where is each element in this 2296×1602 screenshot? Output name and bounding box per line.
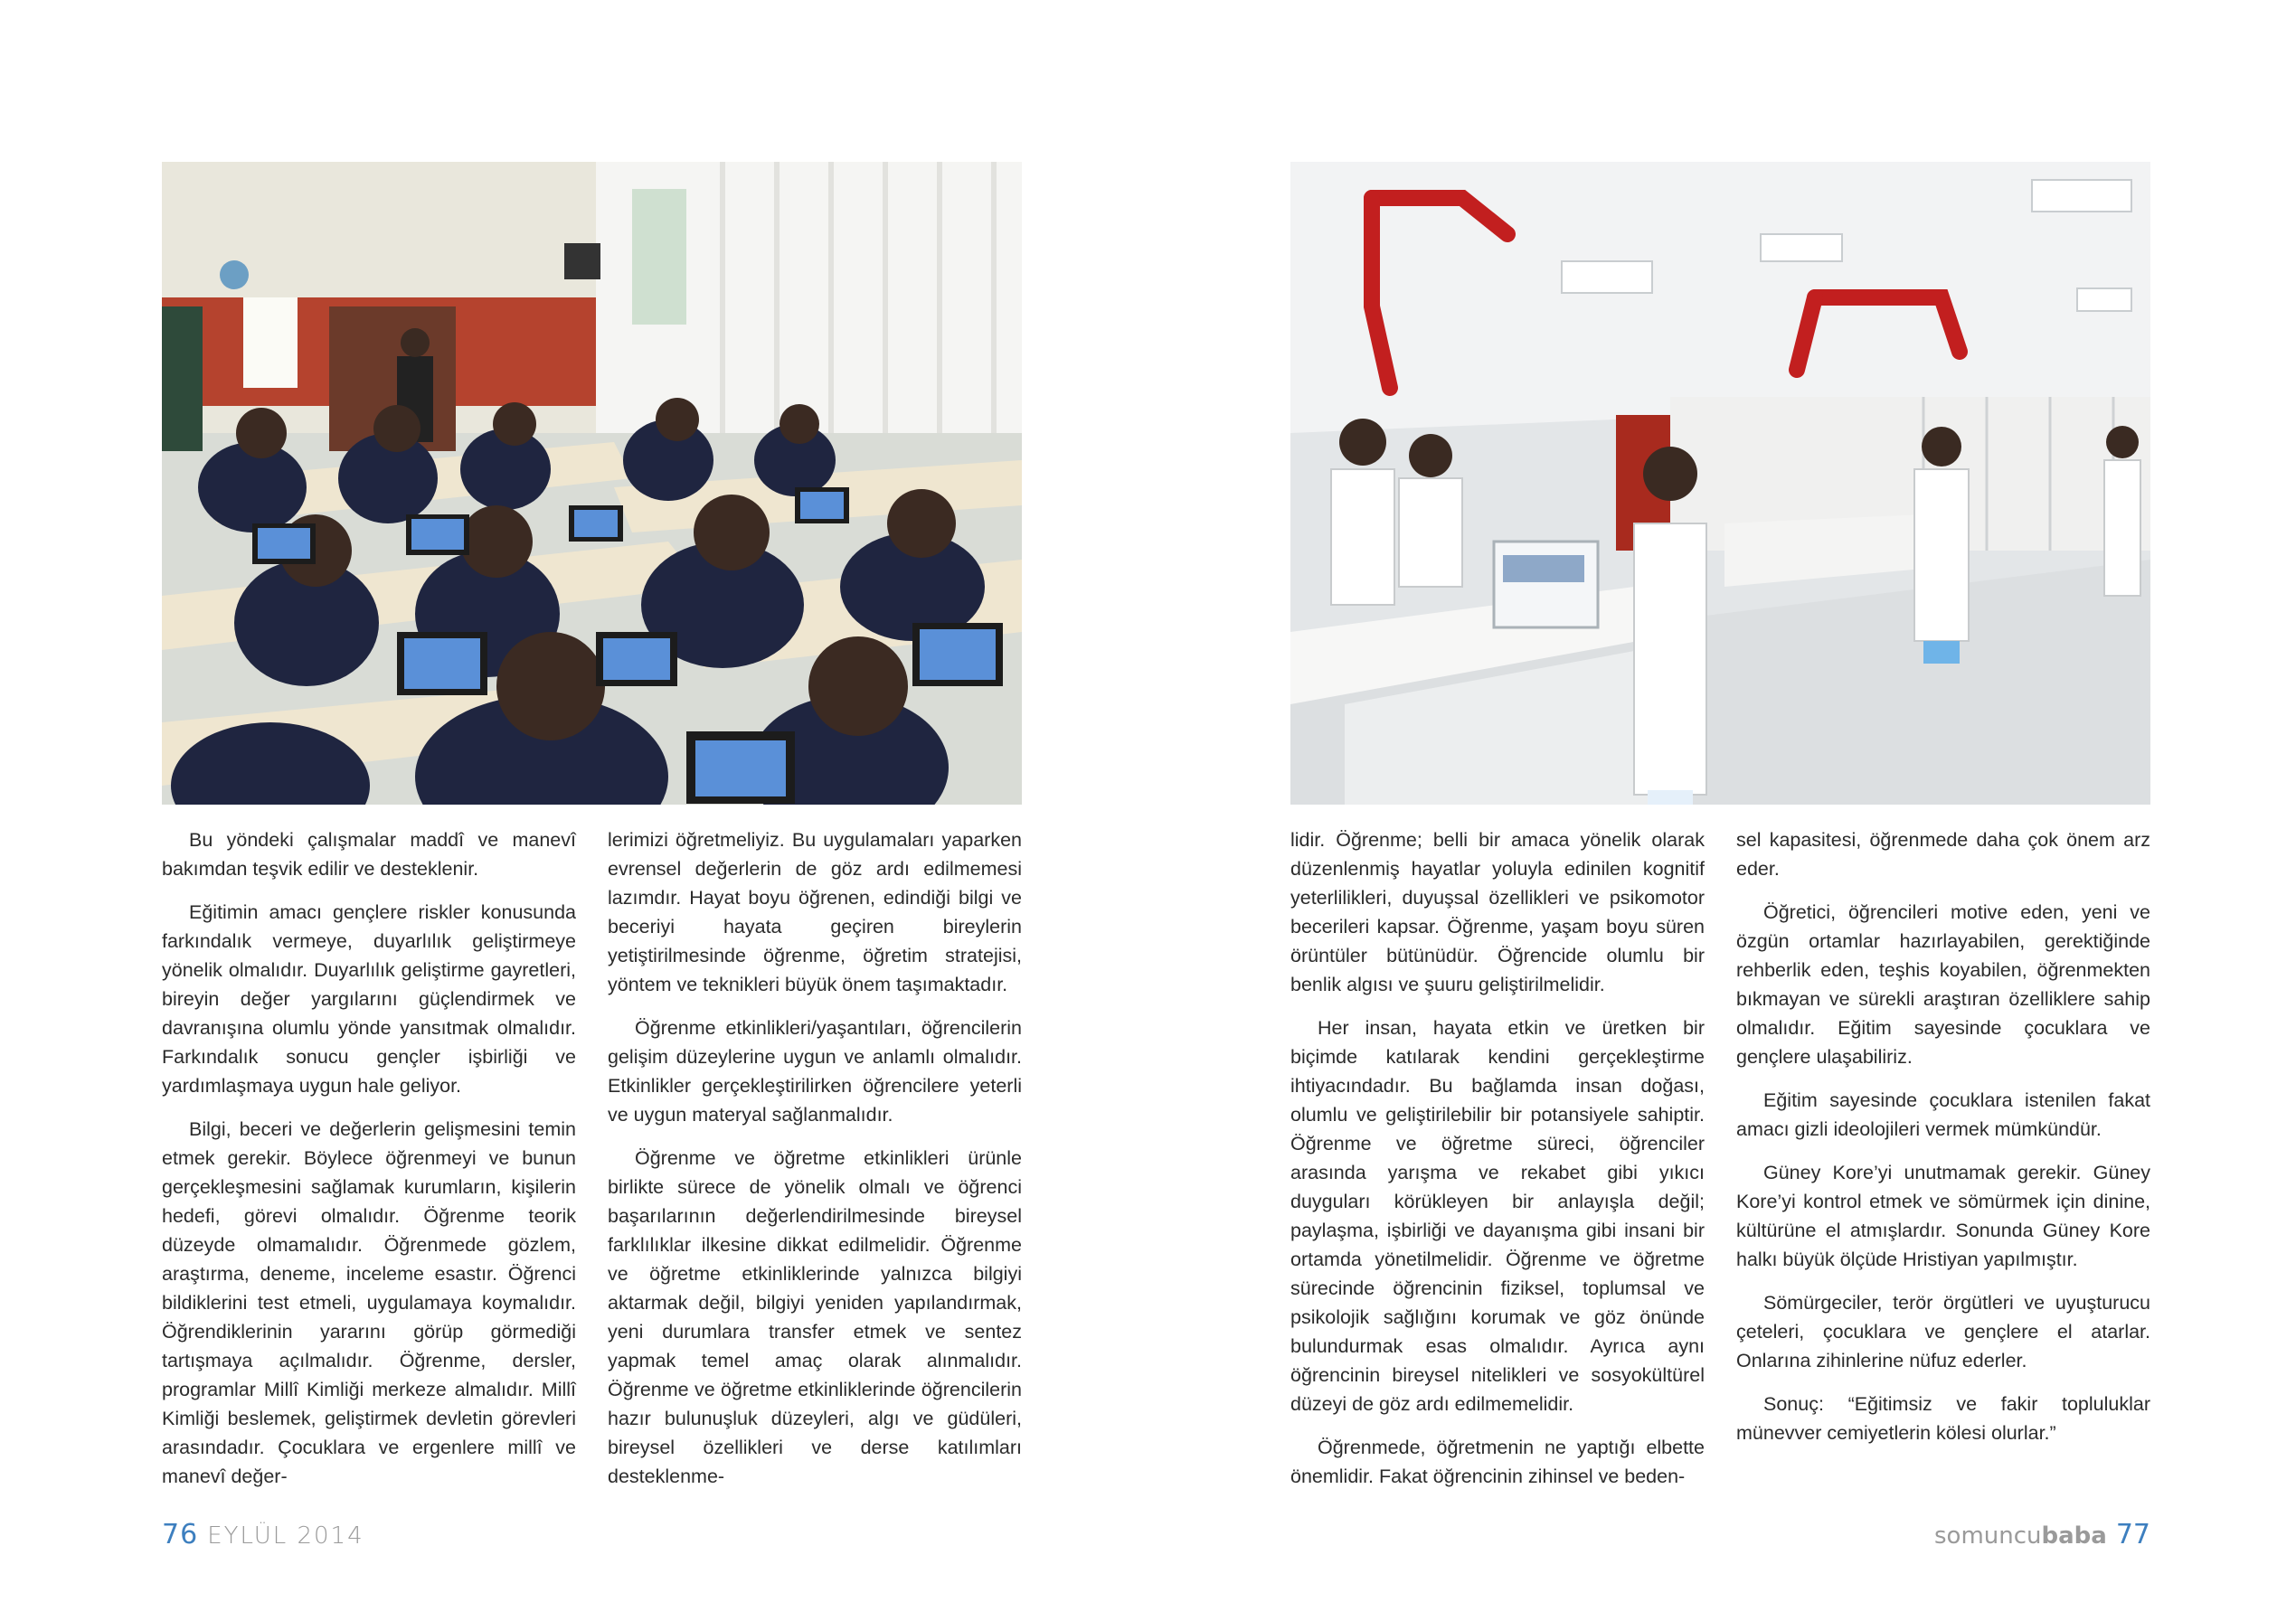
- classroom-photo: [162, 162, 1022, 805]
- paragraph: Öğrenmede, öğretmenin ne yaptığı elbette önemlidir. Fakat öğrencinin zihinsel ve beden-: [1290, 1437, 1705, 1487]
- paragraph: Eğitimin amacı gençlere riskler konusunda farkındalık vermeye, duyarlılık geliştirmeye yönelik olmalıdır. Duyarlılık geliştirme gayretleri, bireyin değer yargılarını güçlendirmek ve davranışına olumlu yönde yansıtmak olmalıdır. Farkındalık sonucu gençler işbirliği ve yardımlaşmaya uygun hale geliyor.: [162, 901, 576, 1097]
- page-number: 76: [162, 1519, 199, 1550]
- paragraph: Bu yöndeki çalışmalar maddî ve manevî bakımdan teşvik edilir ve desteklenir.: [162, 829, 576, 880]
- paragraph: Öğrenme etkinlikleri/yaşantıları, öğrencilerin gelişim düzeylerine uygun ve anlamlı olmalıdır. Etkinlikler gerçekleştirilirken öğrencilere yeterli ve uygun materyal sağlanmalıdır.: [608, 1017, 1022, 1126]
- paragraph: Sömürgeciler, terör örgütleri ve uyuşturucu çeteleri, çocuklara ve gençlere el atarlar. Onlarına zihinlerine nüfuz ederler.: [1736, 1292, 2150, 1371]
- article-column-4: [1736, 825, 2150, 1462]
- article-column-3: [1290, 825, 1705, 1505]
- magazine-brand-light: somuncu: [1933, 1522, 2042, 1550]
- left-page-folio: [162, 1519, 364, 1550]
- page-number: 77: [2115, 1519, 2150, 1550]
- article-column-2: [608, 825, 1022, 1505]
- paragraph: Öğretici, öğrencileri motive eden, yeni ve özgün ortamlar hazırlayabilen, gerektiğinde rehberlik eden, teşhis koyabilen, öğrenmekten bıkmayan ve sürekli araştıran özelliklere sahip olmalıdır. Eğitim sayesinde çocuklara ve gençlere ulaşabiliriz.: [1736, 901, 2150, 1068]
- paragraph: sel kapasitesi, öğrenmede daha çok önem arz eder.: [1736, 829, 2150, 880]
- laboratory-photo: [1290, 162, 2150, 805]
- paragraph: Bilgi, beceri ve değerlerin gelişmesini temin etmek gerekir. Böylece öğrenmeyi ve bunun gerçekleşmesini sağlamak kurumların, kişilerin hedefi, görevi olmalıdır. Öğrenme teorik düzeyde olmamalıdır. Öğrenmede gözlem, araştırma, deneme, inceleme esastır. Öğrenci bildiklerini test etmeli, uygulamaya koymalıdır. Öğrendiklerinin yararını görüp görmediği tartışmaya açılmalıdır. Öğrenme, dersler, programlar Millî Kimliği merkeze almalıdır. Millî Kimliği beslemek, geliştirmek devletin görevleri arasındadır. Çocuklara ve ergenlere millî ve manevî değer-: [162, 1118, 576, 1487]
- paragraph: Öğrenme ve öğretme etkinlikleri ürünle birlikte sürece de yönelik olmalı ve öğrenci başarılarının değerlendirilmesinde bireysel farklılıklar ilkesine dikkat edilmelidir. Öğrenme ve öğretme etkinliklerinde yalnızca bilgiyi aktarmak değil, bilgiyi yeniden yapılandırmak, yeni durumlara transfer etmek ve sentez yapmak temel amaç olarak alınmalıdır. Öğrenme ve öğretme etkinliklerinde öğrencilerin hazır bulunuşluk düzeyleri, algı ve güdüleri, bireysel özellikleri ve derse katılımları desteklenme-: [608, 1147, 1022, 1487]
- paragraph: lerimizi öğretmeliyiz. Bu uygulamaları yaparken evrensel değerlerin de göz ardı edilmemesi lazımdır. Hayat boyu öğrenen, edindiği bilgi ve beceriyi hayata geçiren bireylerin yetiştirilmesinde öğrenme, öğretim stratejisi, yöntem ve teknikleri büyük önem taşımaktadır.: [608, 829, 1022, 995]
- paragraph: Sonuç: “Eğitimsiz ve fakir topluluklar münevver cemiyetlerin kölesi olurlar.”: [1736, 1393, 2150, 1444]
- issue-date: EYLÜL 2014: [207, 1522, 364, 1550]
- paragraph: Eğitim sayesinde çocuklara istenilen fakat amacı gizli ideolojileri vermek mümkündür.: [1736, 1089, 2150, 1140]
- article-column-1: [162, 825, 576, 1505]
- right-page-folio: [1934, 1519, 2150, 1550]
- paragraph: lidir. Öğrenme; belli bir amaca yönelik olarak düzenlenmiş hayatlar yoluyla edinilen kognitif yeterlilikleri, duyuşsal özellikleri ve psikomotor becerileri kapsar. Öğrenme, yaşam boyu süren örüntüler bütünüdür. Öğrencide olumlu bir benlik algısı ve şuuru geliştirilmelidir.: [1290, 829, 1705, 995]
- paragraph: Güney Kore’yi unutmamak gerekir. Güney Kore’yi kontrol etmek ve sömürmek için dinine, kültürüne el atmışlardır. Sonunda Güney Kore halkı büyük ölçüde Hristiyan yapılmıştır.: [1736, 1162, 2150, 1270]
- paragraph: Her insan, hayata etkin ve üretken bir biçimde katılarak kendini gerçekleştirme ihtiyacındadır. Bu bağlamda insan doğası, olumlu ve geliştirilebilir bir potansiyele sahiptir. Öğrenme ve öğretme süreci, öğrenciler arasında yarışma ve rekabet gibi yıkıcı duyguları körükleyen bir anlayışla değil; paylaşma, işbirliği ve dayanışma gibi insani bir ortamda yönetilmelidir. Öğrenme ve öğretme sürecinde öğrencinin fiziksel, toplumsal ve psikolojik sağlığını korumak ve göz önünde bulundurmak esas olmalıdır. Ayrıca aynı öğrencinin bireysel nitelikleri ve sosyokültürel düzeyi de göz ardı edilmemelidir.: [1290, 1017, 1705, 1415]
- magazine-brand-bold: baba: [2041, 1522, 2107, 1550]
